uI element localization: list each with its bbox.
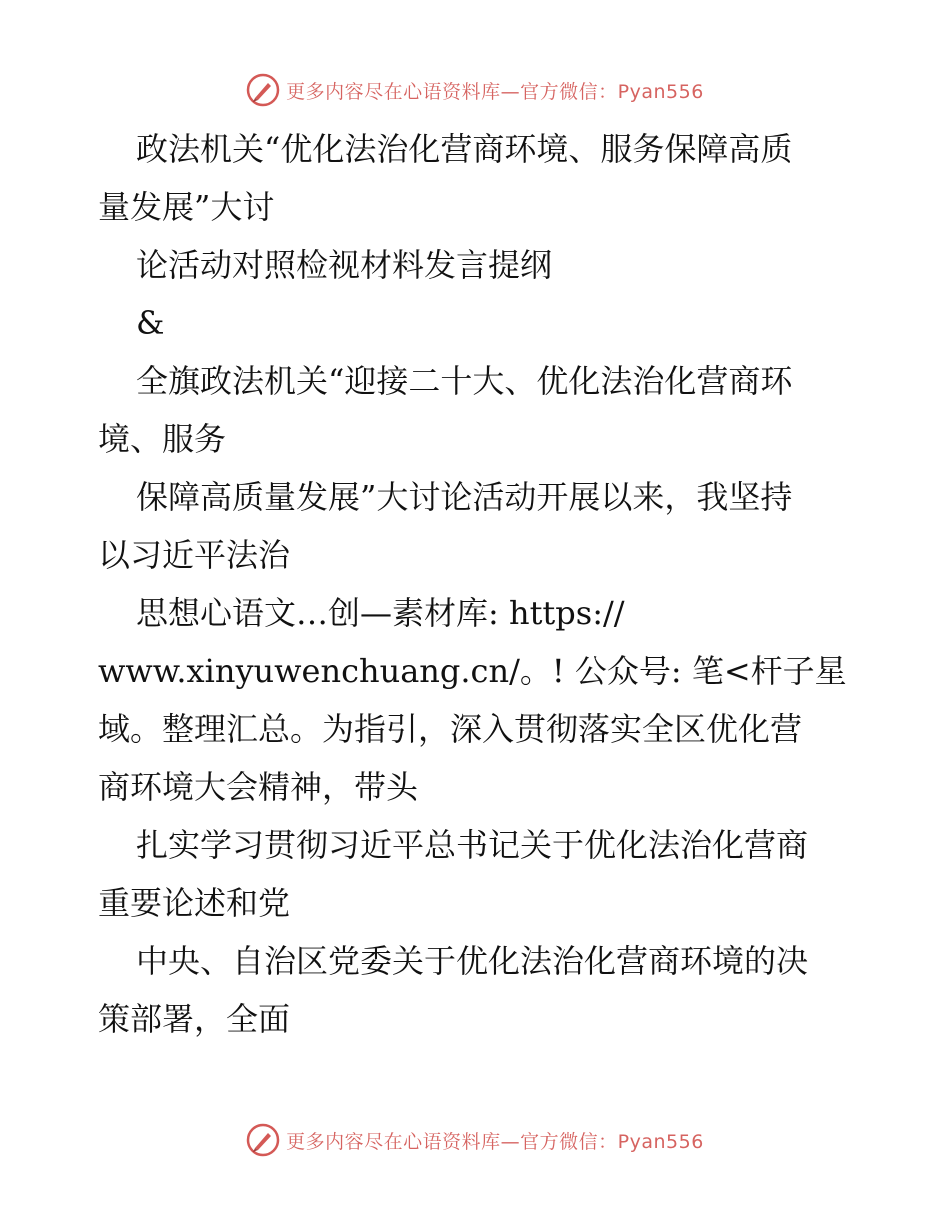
- text-line: 境、服务: [98, 420, 227, 458]
- header-watermark: [0, 70, 950, 110]
- footer-watermark: [0, 1120, 950, 1160]
- watermark-text: 更多内容尽在心语资料库—官方微信：Pyan556: [286, 1130, 704, 1153]
- text-line: www.xinyuwenchuang.cn/。! 公众号: 笔<杆子星: [98, 652, 847, 690]
- text-line: 扎实学习贯彻习近平总书记关于优化法治化营商: [136, 826, 809, 864]
- text-line: &: [136, 304, 165, 342]
- text-line: 商环境大会精神，带头: [98, 768, 419, 806]
- text-line: 中央、自治区党委关于优化法治化营商环境的决: [136, 942, 809, 980]
- document-body: [98, 120, 858, 1048]
- text-line: 量发展”大讨: [98, 188, 275, 226]
- pen-logo-icon: [246, 1123, 280, 1157]
- text-line: 全旗政法机关“迎接二十大、优化法治化营商环: [136, 362, 793, 400]
- text-line: 思想心语文…创—素材库: https://: [136, 594, 625, 632]
- text-line: 域。整理汇总。为指引，深入贯彻落实全区优化营: [98, 710, 803, 748]
- text-line: 重要论述和党: [98, 884, 291, 922]
- pen-logo-icon: [246, 73, 280, 107]
- text-line: 策部署，全面: [98, 1000, 291, 1038]
- text-line: 以习近平法治: [98, 536, 291, 574]
- watermark-text: 更多内容尽在心语资料库—官方微信：Pyan556: [286, 80, 704, 103]
- text-line: 政法机关“优化法治化营商环境、服务保障高质: [136, 130, 793, 168]
- text-line: 论活动对照检视材料发言提纲: [136, 246, 553, 284]
- text-line: 保障高质量发展”大讨论活动开展以来，我坚持: [136, 478, 793, 516]
